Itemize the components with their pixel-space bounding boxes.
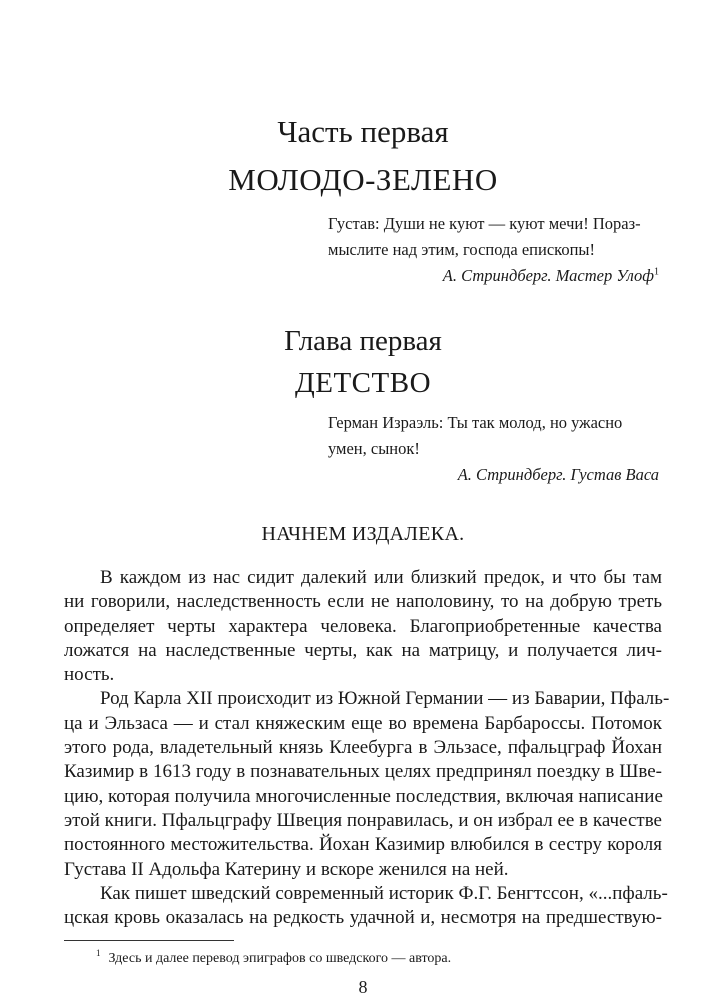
body-line: В каждом из нас сидит далекий или близкий предок, и что бы там <box>100 567 662 588</box>
page-number: 8 <box>358 977 368 997</box>
chapter-epigraph-line-2: умен, сынок! <box>328 439 420 458</box>
body-line: определяет черты характера человека. Благоприобретенные качества <box>64 615 662 637</box>
body-line: Густава II Адольфа Катерину и вскоре женился на ней. <box>64 858 509 880</box>
body-line: цию, которая получила многочисленные последствия, включая написание <box>64 785 663 807</box>
part-epigraph-signature <box>443 263 659 289</box>
body-line: ложатся на наследственные черты, как на матрицу, и получается лич- <box>64 639 662 661</box>
chapter-epigraph-line-1: Герман Израэль: Ты так молод, но ужасно <box>328 413 623 432</box>
footnote <box>96 950 451 968</box>
body-line: этого рода, владетельный князь Клеебурга в Эльзасе, пфальцграф Йохан <box>64 737 662 759</box>
body-text <box>64 566 670 930</box>
body-line: ни говорили, наследственность если не наполовину, то на добрую треть <box>64 591 662 613</box>
part-title: Часть первая <box>277 114 449 149</box>
part-epigraph-line-1: Густав: Души не куют — куют мечи! Пораз- <box>328 214 641 233</box>
body-line: ца и Эльзаса — и стал княжеским еще во времена Барбароссы. Потомок <box>64 712 662 734</box>
part-epigraph-signature-text: А. Стриндберг. Мастер Улоф <box>442 266 654 285</box>
footnote-reference: 1 <box>654 266 659 278</box>
footnote-divider <box>64 940 234 941</box>
body-line: Казимир в 1613 году в познавательных целях предпринял поездку в Шве- <box>64 761 662 783</box>
footnote-mark: 1 <box>96 948 101 959</box>
chapter-epigraph-signature: А. Стриндберг. Густав Васа <box>457 465 659 484</box>
part-name: МОЛОДО-ЗЕЛЕНО <box>228 162 498 197</box>
body-line: Как пишет шведский современный историк Ф.Г. Бенгтссон, «...пфаль- <box>100 882 668 904</box>
body-line: Род Карла XII происходит из Южной Германии — из Баварии, Пфаль- <box>100 688 670 710</box>
chapter-name: ДЕТСТВО <box>294 367 432 399</box>
body-line: этой книги. Пфальцграфу Швеция понравилась, и он избрал ее в качестве <box>64 809 662 831</box>
footnote-text: Здесь и далее перевод эпиграфов со шведского — автора. <box>108 951 452 966</box>
body-line: постоянного местожительства. Йохан Казимир влюбился в сестру короля <box>64 834 662 856</box>
chapter-title: Глава первая <box>284 325 442 357</box>
section-heading: НАЧНЕМ ИЗДАЛЕКА. <box>261 523 465 545</box>
part-epigraph-line-2: мыслите над этим, господа епископы! <box>328 240 595 259</box>
body-line: ность. <box>64 664 115 686</box>
body-line: цская кровь оказалась на редкость удачной и, несмотря на предшествую- <box>64 907 662 929</box>
